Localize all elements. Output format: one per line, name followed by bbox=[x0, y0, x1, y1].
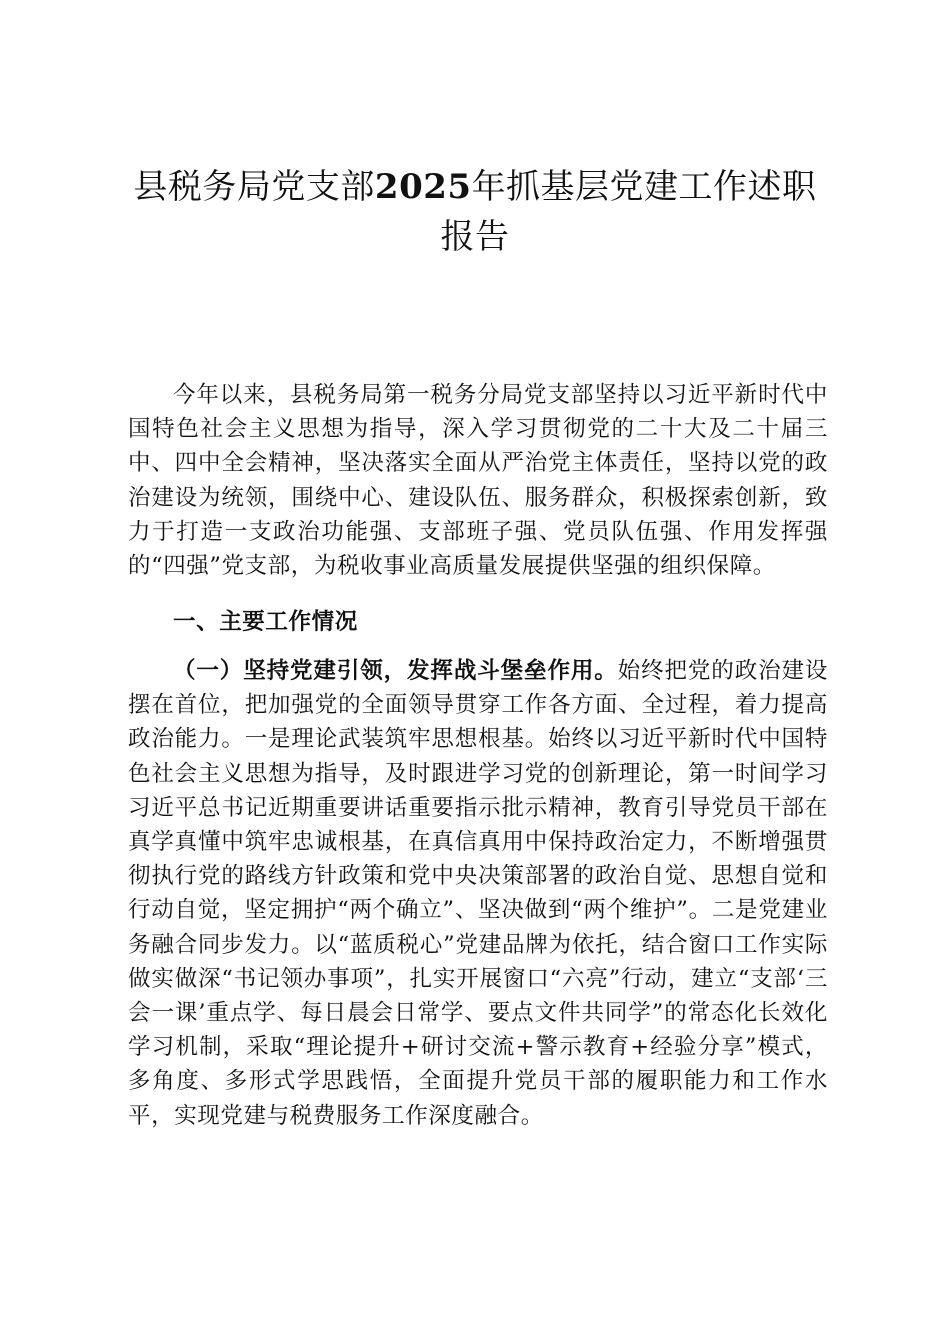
title-year: 2025 bbox=[374, 167, 472, 207]
document-title bbox=[120, 162, 830, 262]
section-1-body: 始终把党的政治建设摆在首位，把加强党的全面领导贯穿工作各方面、全过程，着力提高政治能力。一是理论武装筑牢思想根基。始终以习近平新时代中国特色社会主义思想为指导，及时跟进学习党的创新理论，第一时间学习习近平总书记近期重要讲话重要指示批示精神，教育引导党员干部在真学真懂中筑牢忠诚根基，在真信真用中保持政治定力，不断增强贯彻执行党的路线方针政策和党中央决策部署的政治自觉、思想自觉和行动自觉，坚定拥护“两个确立”、坚决做到“两个维护”。二是党建业务融合同步发力。以“蓝质税心”党建品牌为依托，结合窗口工作实际做实做深“书记领办事项”，扎实开展窗口“六亮”行动，建立“支部‘三会一课’重点学、每日晨会日常学、要点文件共同学”的常态化长效化学习机制，采取“理论提升+研讨交流+警示教育+经验分享”模式，多角度、多形式学思践悟，全面提升党员干部的履职能力和工作水平，实现党建与税费服务工作深度融合。 bbox=[128, 658, 828, 1129]
title-part-1: 县税务局党支部 bbox=[133, 167, 375, 207]
section-heading-main-work: 一、主要工作情况 bbox=[173, 609, 358, 635]
title-part-2: 年抓基层党建工作述职报告 bbox=[440, 167, 817, 257]
intro-paragraph: 今年以来，县税务局第一税务分局党支部坚持以习近平新时代中国特色社会主义思想为指导，深入学习贯彻党的二十大及二十届三中、四中全会精神，坚决落实全面从严治党主体责任，坚持以党的政治建设为统领，围绕中心、建设队伍、服务群众，积极探索创新，致力于打造一支政治功能强、支部班子强、党员队伍强、作用发挥强的“四强”党支部，为税收事业高质量发展提供坚强的组织保障。 bbox=[128, 382, 828, 580]
section-1-paragraph bbox=[128, 654, 828, 1133]
section-1-lead: （一）坚持党建引领，发挥战斗堡垒作用。 bbox=[173, 658, 618, 684]
